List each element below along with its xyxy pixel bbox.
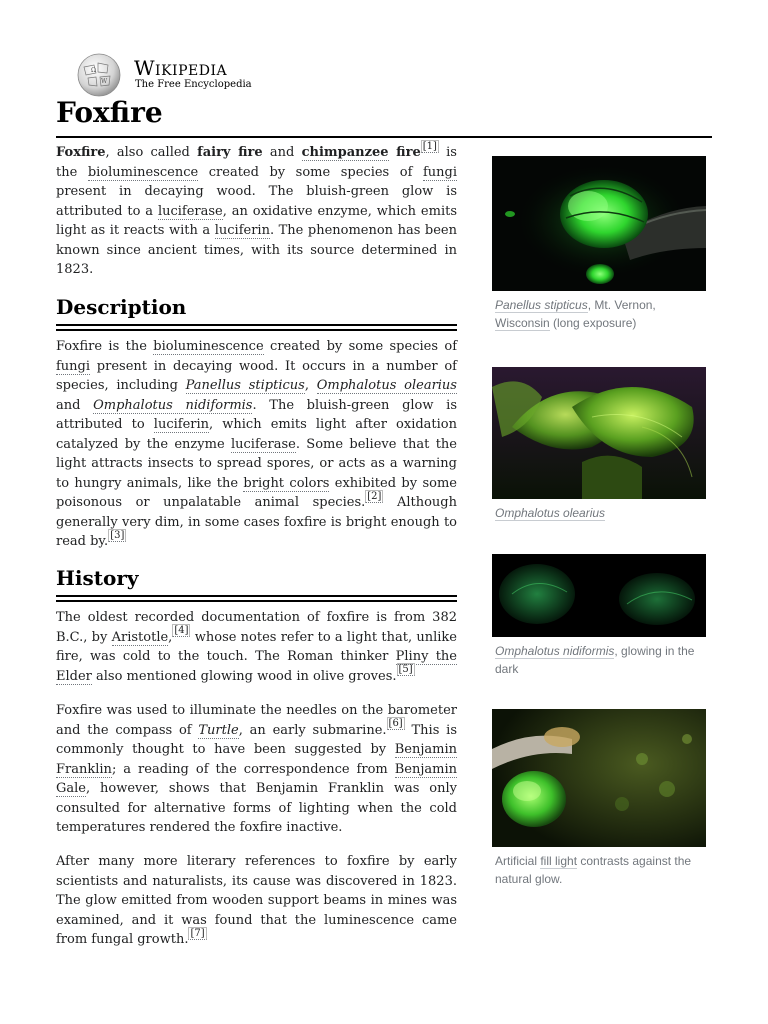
link-fill-light[interactable]: fill light: [540, 854, 578, 868]
desc-text: created by some species of: [263, 339, 458, 354]
intro-bold-fire: fire: [388, 145, 421, 160]
link-pliny-the-elder[interactable]: Pliny the Elder: [56, 649, 457, 684]
desc-text: , which emits light after oxidation catalyzed by the enzyme: [56, 417, 458, 452]
history-text: , an early submarine.: [238, 722, 387, 738]
link-omphalotus-nidiformis[interactable]: Omphalotus nidiformis: [495, 644, 615, 658]
heading-divider: [56, 324, 457, 331]
history-text: , however, shows that Benjamin Franklin was only consulted for alternative forms of lighting when the cold temperatures rendered the foxfire inactive.: [56, 781, 457, 835]
ref-6-link[interactable]: [6]: [388, 718, 403, 730]
desc-text: Foxfire is the: [56, 339, 154, 354]
desc-text: . Some believe that the light attracts insects to spread spores, or acts as a warning to hungry animals, like the: [56, 436, 458, 491]
link-bright-colors[interactable]: bright colors: [243, 475, 330, 491]
history-text: Foxfire was used to illuminate the needles on the barometer and the compass of: [56, 703, 457, 738]
intro-bold-term: Foxfire: [56, 145, 106, 160]
figure-caption: [495, 297, 700, 332]
caption-text: , glowing in the dark: [495, 644, 695, 676]
wikipedia-globe-icon: [74, 53, 124, 97]
link-luciferase[interactable]: luciferase: [157, 203, 223, 219]
title-divider: [56, 136, 712, 138]
intro-text: present in decaying wood. The bluish-green glow is attributed to a: [56, 184, 457, 219]
heading-divider: [56, 595, 457, 602]
link-omphalotus-olearius[interactable]: Omphalotus olearius: [495, 506, 606, 520]
figure-panellus: [492, 156, 707, 332]
figure-caption: [495, 643, 700, 678]
caption-text: (long exposure): [549, 315, 637, 330]
ref-7-link[interactable]: [7]: [190, 927, 205, 939]
link-fungi[interactable]: fungi: [422, 164, 457, 180]
figure-caption: [495, 505, 700, 523]
link-luciferin[interactable]: luciferin: [214, 223, 270, 238]
wikipedia-logo[interactable]: [74, 53, 274, 97]
ref-2-link[interactable]: [2]: [367, 490, 382, 502]
desc-text: ,: [304, 378, 317, 393]
link-panellus-stipticus[interactable]: Panellus stipticus: [185, 378, 305, 393]
intro-text: is the: [56, 145, 457, 180]
caption-text: contrasts against the natural glow.: [495, 854, 692, 886]
link-panellus-stipticus[interactable]: Panellus stipticus: [495, 298, 588, 312]
svg-text:Ω: Ω: [91, 67, 96, 74]
omphalotus-nidiformis-image[interactable]: [492, 554, 706, 637]
history-text: This is commonly thought to have been suggested by: [56, 722, 458, 757]
desc-text: and: [56, 397, 94, 413]
intro-text: and: [262, 145, 302, 160]
history-paragraph-1: [56, 608, 457, 686]
history-text: After many more literary references to foxfire by early scientists and naturalists, its cause was discovered in 1823. The glow emitted from wooden support beams in mines was examined, and it was found that the luminescence came from fungal growth.: [56, 854, 457, 947]
desc-text: present in decaying wood. It occurs in a number of species, including: [56, 358, 457, 393]
link-bioluminescence[interactable]: bioluminescence: [153, 339, 264, 354]
history-paragraph-2: [56, 701, 457, 838]
intro-text: . The phenomenon has been known since ancient times, with its source determined in 1823.: [56, 223, 457, 277]
omphalotus-olearius-image[interactable]: [492, 367, 706, 499]
intro-text: , an oxidative enzyme, which emits light as it reacts with a: [56, 203, 457, 238]
figure-omphalotus-nidiformis: [492, 554, 707, 678]
history-text: ; a reading of the correspondence from: [111, 761, 395, 777]
history-text: also mentioned glowing wood in olive groves.: [91, 668, 397, 684]
link-luciferase[interactable]: luciferase: [231, 436, 296, 452]
page-title: Foxfire: [56, 96, 163, 129]
desc-text: . The bluish-green glow is attributed to: [56, 397, 458, 432]
history-text: whose notes refer to a light that, unlike fire, was cold to the touch. The Roman thinker: [56, 629, 457, 664]
link-wisconsin[interactable]: Wisconsin: [495, 315, 550, 330]
desc-text: Although generally very dim, in some cases foxfire is bright enough to read by.: [56, 495, 457, 549]
link-benjamin-franklin[interactable]: Benjamin Franklin: [56, 742, 457, 777]
figure-caption: [495, 853, 700, 888]
figure-omphalotus-olearius: [492, 367, 707, 523]
intro-text: , also called: [105, 145, 198, 160]
ref-1-link[interactable]: [1]: [422, 140, 437, 152]
link-omphalotus-nidiformis[interactable]: Omphalotus nidiformis: [93, 397, 253, 413]
intro-paragraph: [56, 140, 457, 280]
ref-3-link[interactable]: [3]: [110, 529, 125, 541]
ref-5-link[interactable]: [5]: [398, 664, 413, 676]
intro-text: created by some species of: [198, 164, 423, 180]
history-text: ,: [168, 629, 173, 645]
caption-text: Artificial: [495, 854, 541, 868]
link-omphalotus-olearius[interactable]: Omphalotus olearius: [316, 378, 457, 393]
ref-4-link[interactable]: [4]: [174, 625, 189, 637]
description-paragraph: [56, 337, 457, 552]
wikipedia-tagline: The Free Encyclopedia: [135, 79, 252, 90]
fill-light-image[interactable]: [492, 709, 706, 847]
desc-text: exhibited by some poisonous or unpalatable animal species.: [56, 475, 457, 510]
link-aristotle[interactable]: Aristotle: [111, 629, 169, 645]
heading-description: Description: [56, 295, 187, 319]
link-chimpanzee[interactable]: chimpanzee: [301, 145, 389, 160]
link-benjamin-gale[interactable]: Benjamin Gale: [56, 761, 457, 796]
wikipedia-wordmark: Wikipedia: [134, 56, 228, 80]
link-fungi[interactable]: fungi: [56, 358, 91, 374]
link-turtle[interactable]: Turtle: [198, 722, 239, 738]
intro-bold-fairy-fire: fairy fire: [197, 145, 263, 160]
history-text: The oldest recorded documentation of foxfire is from 382 B.C., by: [56, 610, 457, 645]
panellus-stipticus-image[interactable]: [492, 156, 706, 291]
caption-text: , Mt. Vernon,: [587, 298, 656, 312]
link-luciferin[interactable]: luciferin: [153, 417, 210, 432]
link-bioluminescence[interactable]: bioluminescence: [87, 164, 199, 180]
svg-text:W: W: [101, 78, 108, 85]
history-paragraph-3: [56, 852, 457, 950]
heading-history: History: [56, 566, 139, 590]
figure-fill-light: [492, 709, 707, 888]
